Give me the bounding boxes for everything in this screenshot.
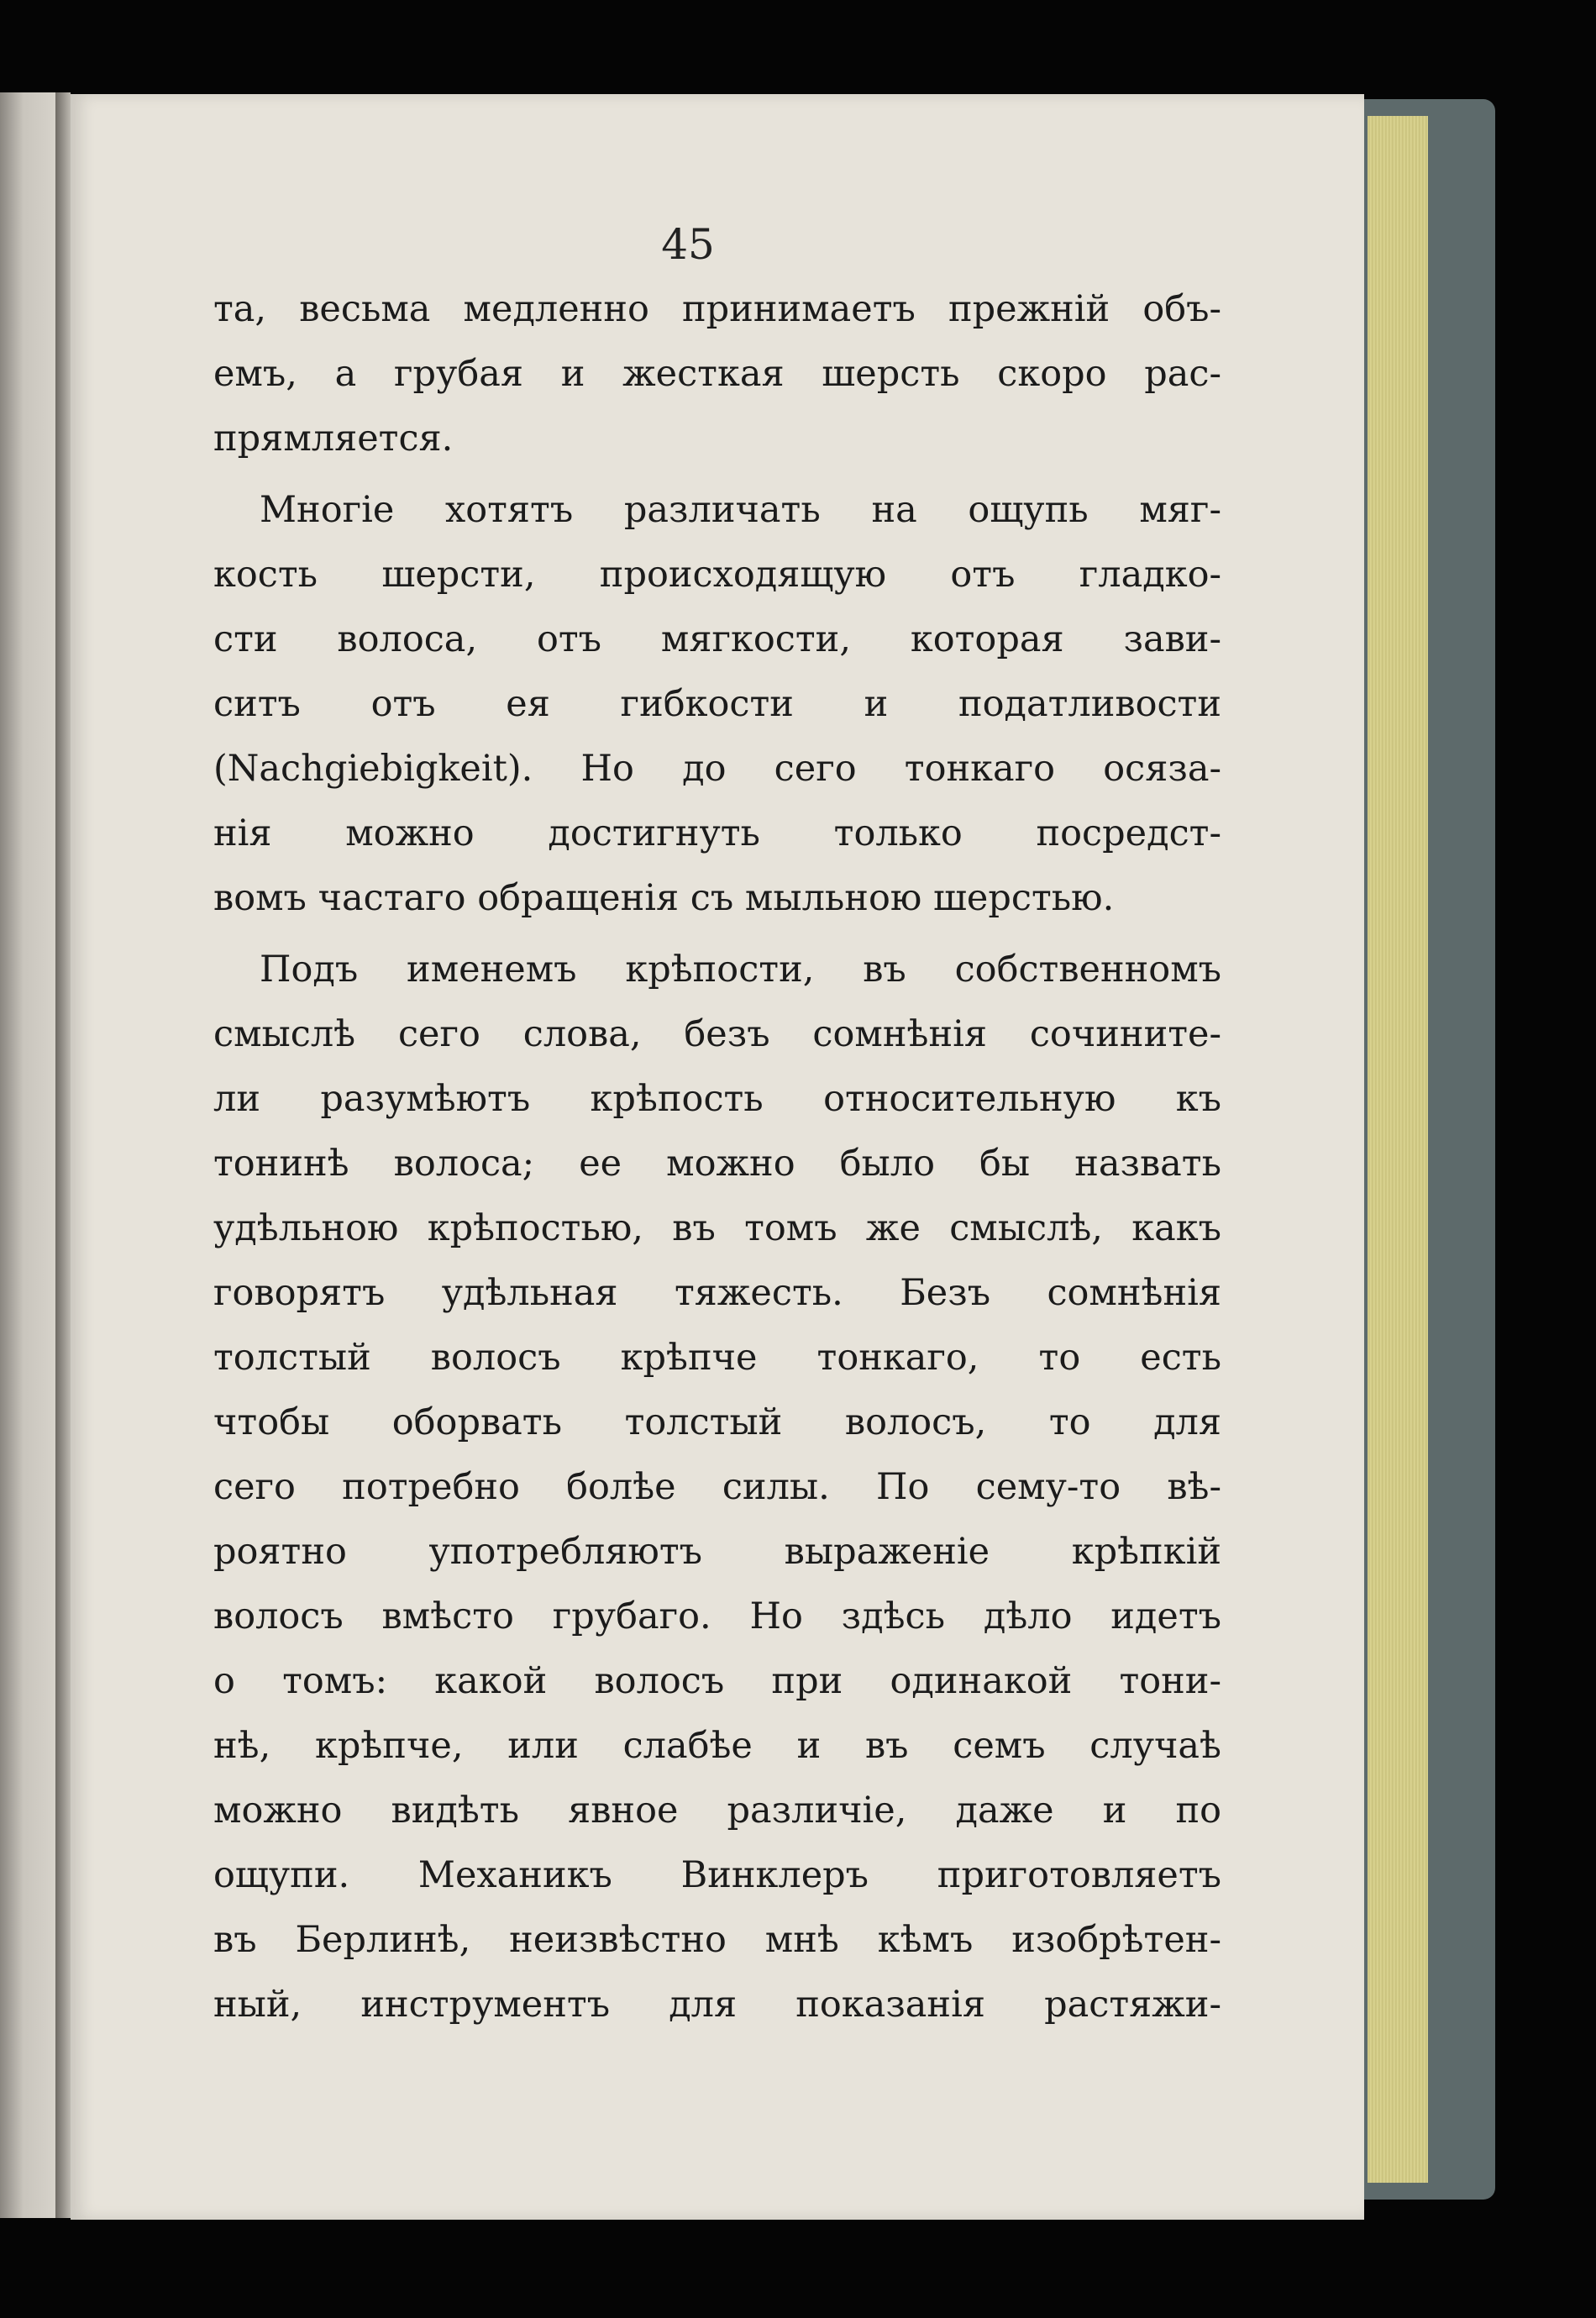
text-line: прямляется. bbox=[213, 418, 454, 460]
page-text bbox=[213, 277, 1221, 2044]
text-line: чтобы оборвать толстый волосъ, то для bbox=[213, 1401, 1221, 1443]
page-edges bbox=[1368, 116, 1428, 2183]
paragraph-1 bbox=[213, 277, 1221, 471]
text-line: нѣ, крѣпче, или слабѣе и въ семъ случаѣ bbox=[213, 1725, 1221, 1767]
page-number: 45 bbox=[661, 220, 715, 269]
text-line: удѣльною крѣпостью, въ томъ же смыслѣ, какъ bbox=[213, 1207, 1221, 1249]
text-line: тонинѣ волоса; ее можно было бы назвать bbox=[213, 1143, 1221, 1185]
text-line: ощупи. Механикъ Винклеръ приготовляетъ bbox=[213, 1854, 1221, 1896]
text-line: смыслѣ сего слова, безъ сомнѣнія сочините- bbox=[213, 1013, 1221, 1055]
book-page bbox=[71, 94, 1364, 2220]
text-line: Подъ именемъ крѣпости, въ собственномъ bbox=[260, 949, 1221, 991]
text-line: можно видѣть явное различіе, даже и по bbox=[213, 1790, 1221, 1832]
paragraph-2 bbox=[213, 478, 1221, 931]
text-line: ли разумѣютъ крѣпость относительную къ bbox=[213, 1078, 1221, 1120]
text-line: ный, инструментъ для показанія растяжи- bbox=[213, 1984, 1221, 2026]
text-line: сти волоса, отъ мягкости, которая зави- bbox=[213, 618, 1221, 660]
text-line: толстый волосъ крѣпче тонкаго, то есть bbox=[213, 1337, 1221, 1379]
book-gutter bbox=[55, 92, 71, 2218]
text-line: нія можно достигнуть только посредст- bbox=[213, 812, 1221, 854]
text-line: сего потребно болѣе силы. По сему-то вѣ- bbox=[213, 1466, 1221, 1508]
text-line: о томъ: какой волосъ при одинакой тони- bbox=[213, 1660, 1221, 1702]
text-line: кость шерсти, происходящую отъ гладко- bbox=[213, 554, 1221, 596]
text-line: Многіе хотятъ различать на ощупь мяг- bbox=[260, 489, 1221, 531]
text-line: ситъ отъ ея гибкости и податливости bbox=[213, 683, 1221, 725]
text-line: (Nachgiebigkeit). Но до сего тонкаго осяза- bbox=[213, 748, 1221, 790]
previous-page-edge bbox=[0, 92, 59, 2218]
text-line: емъ, а грубая и жесткая шерсть скоро рас- bbox=[213, 353, 1221, 395]
text-line: та, весьма медленно принимаетъ прежній объ- bbox=[213, 288, 1221, 330]
text-line: волосъ вмѣсто грубаго. Но здѣсь дѣло идетъ bbox=[213, 1595, 1221, 1637]
paragraph-3 bbox=[213, 938, 1221, 2037]
text-line: роятно употребляютъ выраженіе крѣпкій bbox=[213, 1531, 1221, 1573]
text-line: говорятъ удѣльная тяжесть. Безъ сомнѣнія bbox=[213, 1272, 1221, 1314]
text-line: вомъ частаго обращенія съ мыльною шерстью. bbox=[213, 877, 1115, 919]
text-line: въ Берлинѣ, неизвѣстно мнѣ кѣмъ изобрѣтен- bbox=[213, 1919, 1221, 1961]
